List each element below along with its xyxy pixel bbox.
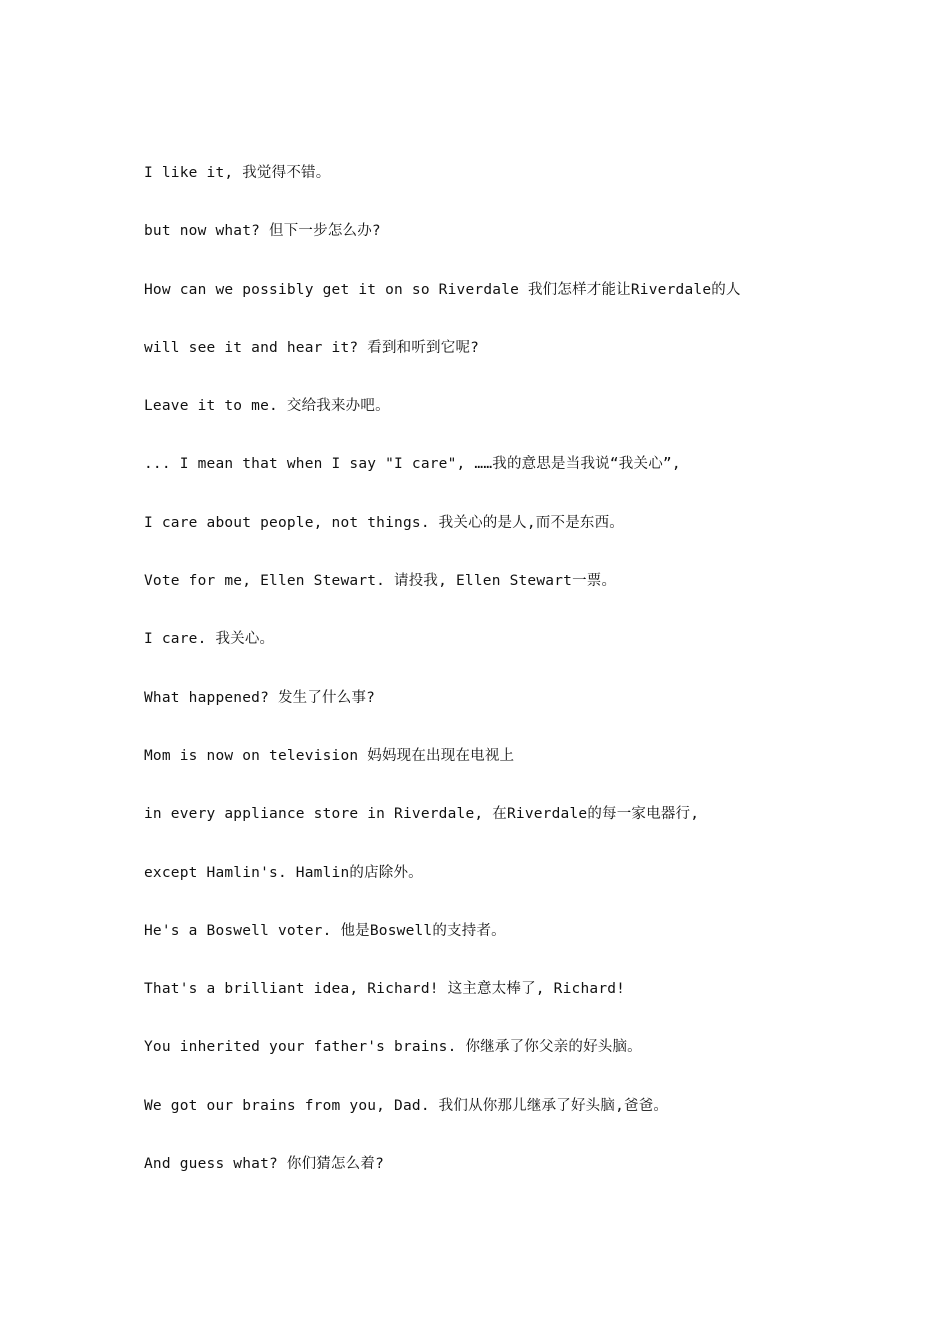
text-line: ... I mean that when I say "I care", ……我的意思是当我说“我关心”, [144,456,681,473]
text-line: He's a Boswell voter. 他是Boswell的支持者。 [144,922,506,939]
text-line: but now what? 但下一步怎么办? [144,223,381,240]
text-line: I care about people, not things. 我关心的是人,而不是东西。 [144,514,625,531]
text-line: How can we possibly get it on so Riverdale 我们怎样才能让Riverdale的人 [144,281,741,298]
text-line: Mom is now on television 妈妈现在出现在电视上 [144,747,515,764]
text-line: Vote for me, Ellen Stewart. 请投我, Ellen Stewart一票。 [144,573,617,590]
text-line: We got our brains from you, Dad. 我们从你那儿继承了好头脑,爸爸。 [144,1097,669,1114]
text-line: in every appliance store in Riverdale, 在Riverdale的每一家电器行, [144,806,700,823]
text-line: will see it and hear it? 看到和听到它呢? [144,339,480,356]
text-line: What happened? 发生了什么事? [144,689,376,706]
text-line: Leave it to me. 交给我来办吧。 [144,398,390,415]
text-line: I care. 我关心。 [144,631,275,648]
text-lines [144,160,904,1209]
text-line: And guess what? 你们猜怎么着? [144,1156,385,1173]
text-line: I like it, 我觉得不错。 [144,165,331,181]
text-line: You inherited your father's brains. 你继承了你父亲的好头脑。 [144,1039,642,1056]
text-line: except Hamlin's. Hamlin的店除外。 [144,864,423,881]
text-line: That's a brilliant idea, Richard! 这主意太棒了, Richard! [144,981,626,998]
